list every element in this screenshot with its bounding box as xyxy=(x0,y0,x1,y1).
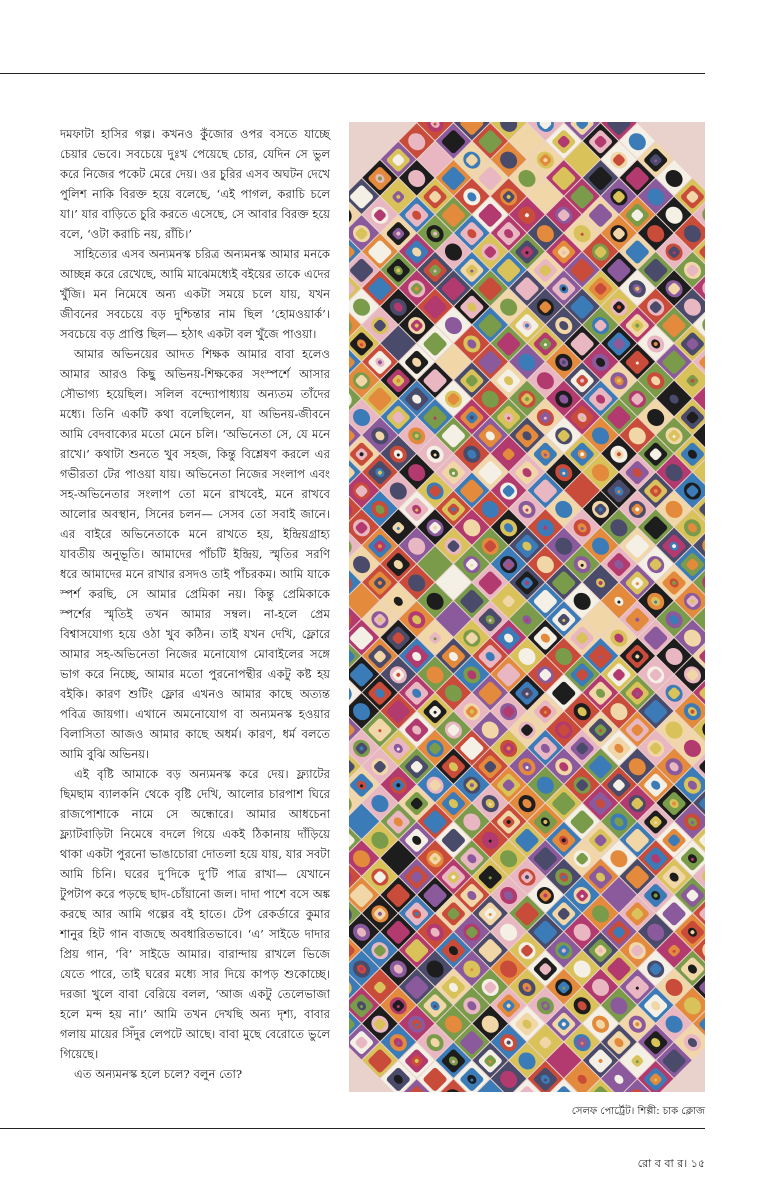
paragraph-1: দমফাটা হাসির গল্প। কখনও কুঁজোর ওপর বসতে যাচ্ছে চেয়ার ভেবে। সবচেয়ে দুঃখ পেয়েছে চোর, যেদিন সে ভুল করে নিজের পকেট মেরে দেয়। ওর চুরির এসব অঘটন দেখে পুলিশ নাকি বিরক্ত হয়ে বলেছে, ‘এই পাগল, করাচি চলে যা।’ যার বাড়িতে চুরি করতে এসেছে, সে আবার বিরক্ত হয়ে বলে, ‘ওটা করাচি নয়, রাঁচি।’ xyxy=(60,127,330,241)
artwork-caption: সেলফ পোর্ট্রেট। শিল্পী: চাক ক্লোজ xyxy=(571,1106,705,1117)
mosaic-painting xyxy=(349,122,705,1092)
self-portrait-artwork xyxy=(349,122,705,1092)
article-body xyxy=(60,124,330,1084)
bottom-rule xyxy=(0,1128,705,1129)
paragraph-5: এত অন্যমনস্ক হলে চলে? বলুন তো? xyxy=(74,1067,243,1081)
page-footer: রো ব বা র। ১৫ xyxy=(637,1157,705,1170)
paragraph-4: এই বৃষ্টি আমাকে বড় অন্যমনস্ক করে দেয়। ফ্ল্যাটের ছিমছাম ব্যালকনি থেকে বৃষ্টি দেখি, আলোর চারপাশ ঘিরে রাজপোশাকে নামে সে অন্ধোরে। আমার আধচেনা ফ্ল্যাটবাড়িটা নিমেষে বদলে গিয়ে একই ঠিকানায় দাঁড়িয়ে থাকা একটা পুরনো ভাঙাচোরা দোতলা হয়ে যায়, যার সবটা আমি চিনি। ঘরের দু’দিকে দু’টি পাত্র রাখা— যেখানে টুপটাপ করে পড়ছে ছাদ-চোঁয়ানো জল। দাদা পাশে বসে অঙ্ক করছে আর আমি গল্পের বই হাতে। টেপ রেকর্ডারে কুমার শানুর হিট গান বাজছে অবধারিতভাবে। ‘এ’ সাইডে দাদার প্রিয় গান, ‘বি’ সাইডে আমার। বারান্দায় রাখলে ভিজে যেতে পারে, তাই ঘরের মধ্যে সার দিয়ে কাপড় শুকোচ্ছে। দরজা খুলে বাবা বেরিয়ে বলল, ‘আজ একটু তেলেভাজা হলে মন্দ হয় না।’ আমি তখন দেখছি অন্য দৃশ্য, বাবার গলায় মায়ের সিঁদুর লেপটে আছে। বাবা মুছে বেরোতে ভুলে গিয়েছে। xyxy=(60,767,330,1061)
paragraph-3: আমার অভিনয়ের আদত শিক্ষক আমার বাবা হলেও আমার আরও কিছু অভিনয়-শিক্ষকের সংস্পর্শে আসার সৌভাগ্য হয়েছিল। সলিল বন্দ্যোপাধ্যায় অন্যতম তাঁদের মধ্যে। তিনি একটি কথা বলেছিলেন, যা অভিনয়-জীবনে আমি বেদবাক্যের মতো মেনে চলি। ‘অভিনেতা সে, যে মনে রাখে।’ কথাটা শুনতে খুব সহজ, কিন্তু বিশ্লেষণ করলে এর গভীরতা টের পাওয়া যায়। অভিনেতা নিজের সংলাপ এবং সহ-অভিনেতার সংলাপ তো মনে রাখবেই, মনে রাখবে আলোর অবস্থান, সিনের চলন— সেসব তো সবাই জানে। এর বাইরে অভিনেতাকে মনে রাখতে হয়, ইন্দ্রিয়গ্রাহ্য যাবতীয় অনুভূতি। আমাদের পাঁচটি ইন্দ্রিয়, স্মৃতির সরণি ধরে আমাদের মনে রাখার রসদও তাই পাঁচরকম। আমি যাকে স্পর্শ করছি, সে আমার প্রেমিকা নয়। কিন্তু প্রেমিকাকে স্পর্শের স্মৃতিই তখন আমার সম্বল। না-হলে প্রেম বিশ্বাসযোগ্য হয়ে ওঠা খুব কঠিন। তাই যখন দেখি, ফ্লোরে আমার সহ-অভিনেতা নিজের মনোযোগ মোবাইলের সঙ্গে ভাগ করে নিচ্ছে, আমার মতো পুরনোপন্থীর একটু কষ্ট হয় বইকি। কারণ শুটিং ফ্লোর এখনও আমার কাছে অত্যন্ত পবিত্র জায়গা। এখানে অমনোযোগ বা অন্যমনস্ক হওয়ার বিলাসিতা আজও আমার কাছে অধর্ম। কারণ, ধর্ম বলতে আমি বুঝি অভিনয়। xyxy=(60,347,330,761)
paragraph-2: সাহিত্যের এসব অন্যমনস্ক চরিত্র অন্যমনস্ক আমার মনকে আচ্ছন্ন করে রেখেছে, আমি মাঝেমধ্যেই বইয়ের তাকে এদের খুঁজি। মন নিমেষে অন্য একটা সময়ে চলে যায়, যখন জীবনের সবচেয়ে বড় দুশ্চিন্তার নাম ছিল ‘হোমওয়ার্ক’। সবচেয়ে বড় প্রাপ্তি ছিল— হঠাৎ একটা বল খুঁজে পাওয়া। xyxy=(60,247,330,341)
top-rule xyxy=(0,73,705,74)
